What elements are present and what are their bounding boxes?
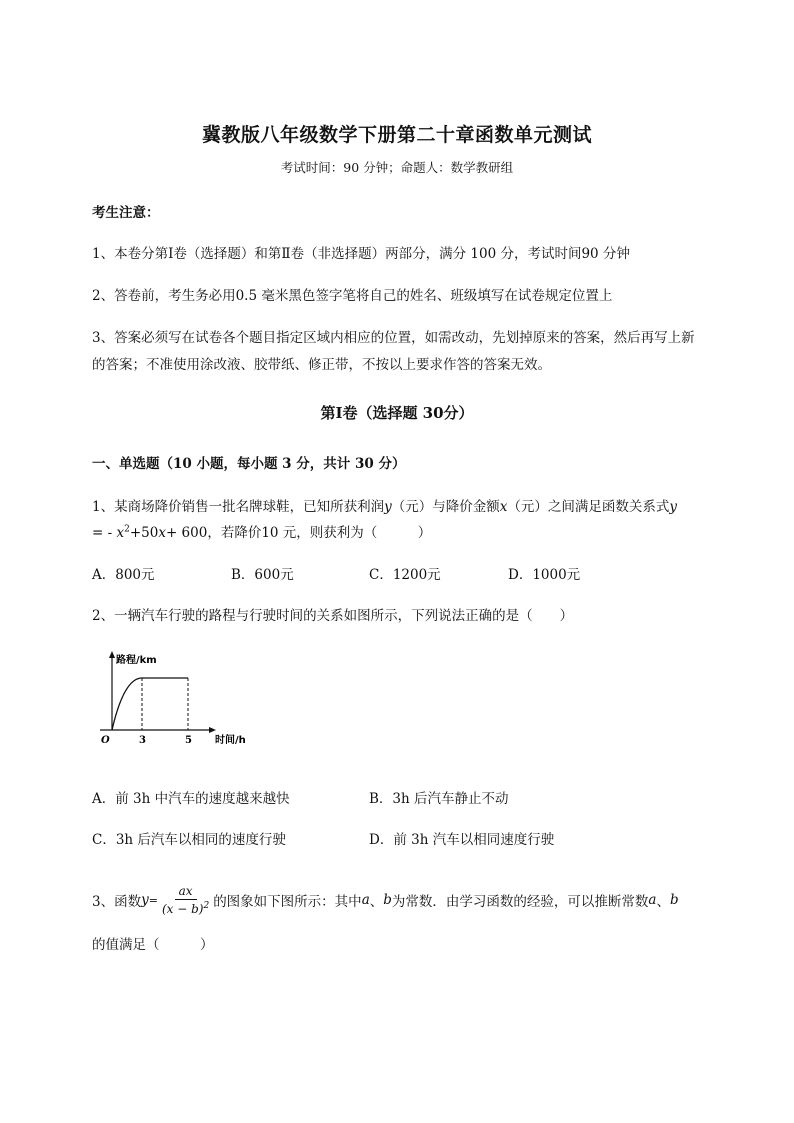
exam-title: 冀教版八年级数学下册第二十章函数单元测试 bbox=[201, 124, 592, 146]
tick-label-5: 5 bbox=[185, 735, 192, 746]
q3-line2: 的值满足（ ） bbox=[92, 937, 214, 953]
var-y: y bbox=[669, 499, 677, 515]
notice-heading: 考生注意： bbox=[92, 205, 160, 221]
q1-option-c: C．1200元 bbox=[369, 567, 441, 583]
y-axis-arrow bbox=[109, 651, 115, 658]
tick-label-3: 3 bbox=[139, 735, 146, 746]
q1-option-b: B．600元 bbox=[231, 567, 294, 583]
section-title: 第Ⅰ卷（选择题 30分） bbox=[320, 404, 474, 422]
notice-item-2: 2、答卷前，考生务必用0.5 毫米黑色签字笔将自己的姓名、班级填写在试卷规定位置上 bbox=[92, 288, 613, 304]
q3-fraction: $\frac{ax}{(x - b)^2}$ bbox=[161, 884, 210, 916]
q1-line2: = - $x^2+50x+ 600$，若降价10 元，则获利为（ ） bbox=[92, 524, 432, 541]
exam-subtitle: 考试时间：90 分钟；命题人：数学教研组 bbox=[280, 160, 514, 175]
q1-option-a: A．800元 bbox=[92, 567, 155, 583]
x-axis-label: 时间/h bbox=[215, 735, 246, 746]
q2-option-a: A．前 3h 中汽车的速度越来越快 bbox=[92, 791, 290, 807]
q2-option-b: B．3h 后汽车静止不动 bbox=[369, 791, 509, 807]
q2-option-d: D．前 3h 汽车以相同速度行驶 bbox=[369, 832, 555, 848]
notice-item-1: 1、本卷分第Ⅰ卷（选择题）和第Ⅱ卷（非选择题）两部分，满分 100 分，考试时间90 分钟 bbox=[92, 246, 630, 262]
x-axis-arrow bbox=[209, 727, 216, 733]
q3-line1: 3、函数 y = $\frac{ax}{(x - b)^2}$ 的图象如下图所示：其中 a 、 b 为常数．由学习函数的经验，可以推断常数 a 、 b bbox=[92, 884, 679, 916]
q2-stem: 2、一辆汽车行驶的路程与行驶时间的关系如图所示，下列说法正确的是（ ） bbox=[92, 608, 574, 624]
graph-curve bbox=[112, 678, 142, 730]
distance-time-graph bbox=[92, 648, 262, 753]
notice-item-3-cont: 的答案；不准使用涂改液、胶带纸、修正带，不按以上要求作答的答案无效。 bbox=[92, 357, 551, 373]
y-axis-label: 路程/km bbox=[116, 655, 157, 666]
q1-option-d: D．1000元 bbox=[508, 567, 581, 583]
notice-item-3: 3、答案必须写在试卷各个题目指定区域内相应的位置，如需改动，先划掉原来的答案，然后再写上新 bbox=[92, 330, 695, 346]
origin-label: O bbox=[101, 735, 110, 746]
q1-line1: 1、某商场降价销售一批名牌球鞋，已知所获利润y（元）与降价金额x（元）之间满足函数关系式y bbox=[92, 499, 677, 515]
var-x: x bbox=[499, 499, 508, 515]
q2-option-c: C．3h 后汽车以相同的速度行驶 bbox=[92, 832, 286, 848]
var-y: y bbox=[384, 499, 392, 515]
part-title: 一、单选题（10 小题，每小题 3 分，共计 30 分） bbox=[92, 456, 406, 472]
